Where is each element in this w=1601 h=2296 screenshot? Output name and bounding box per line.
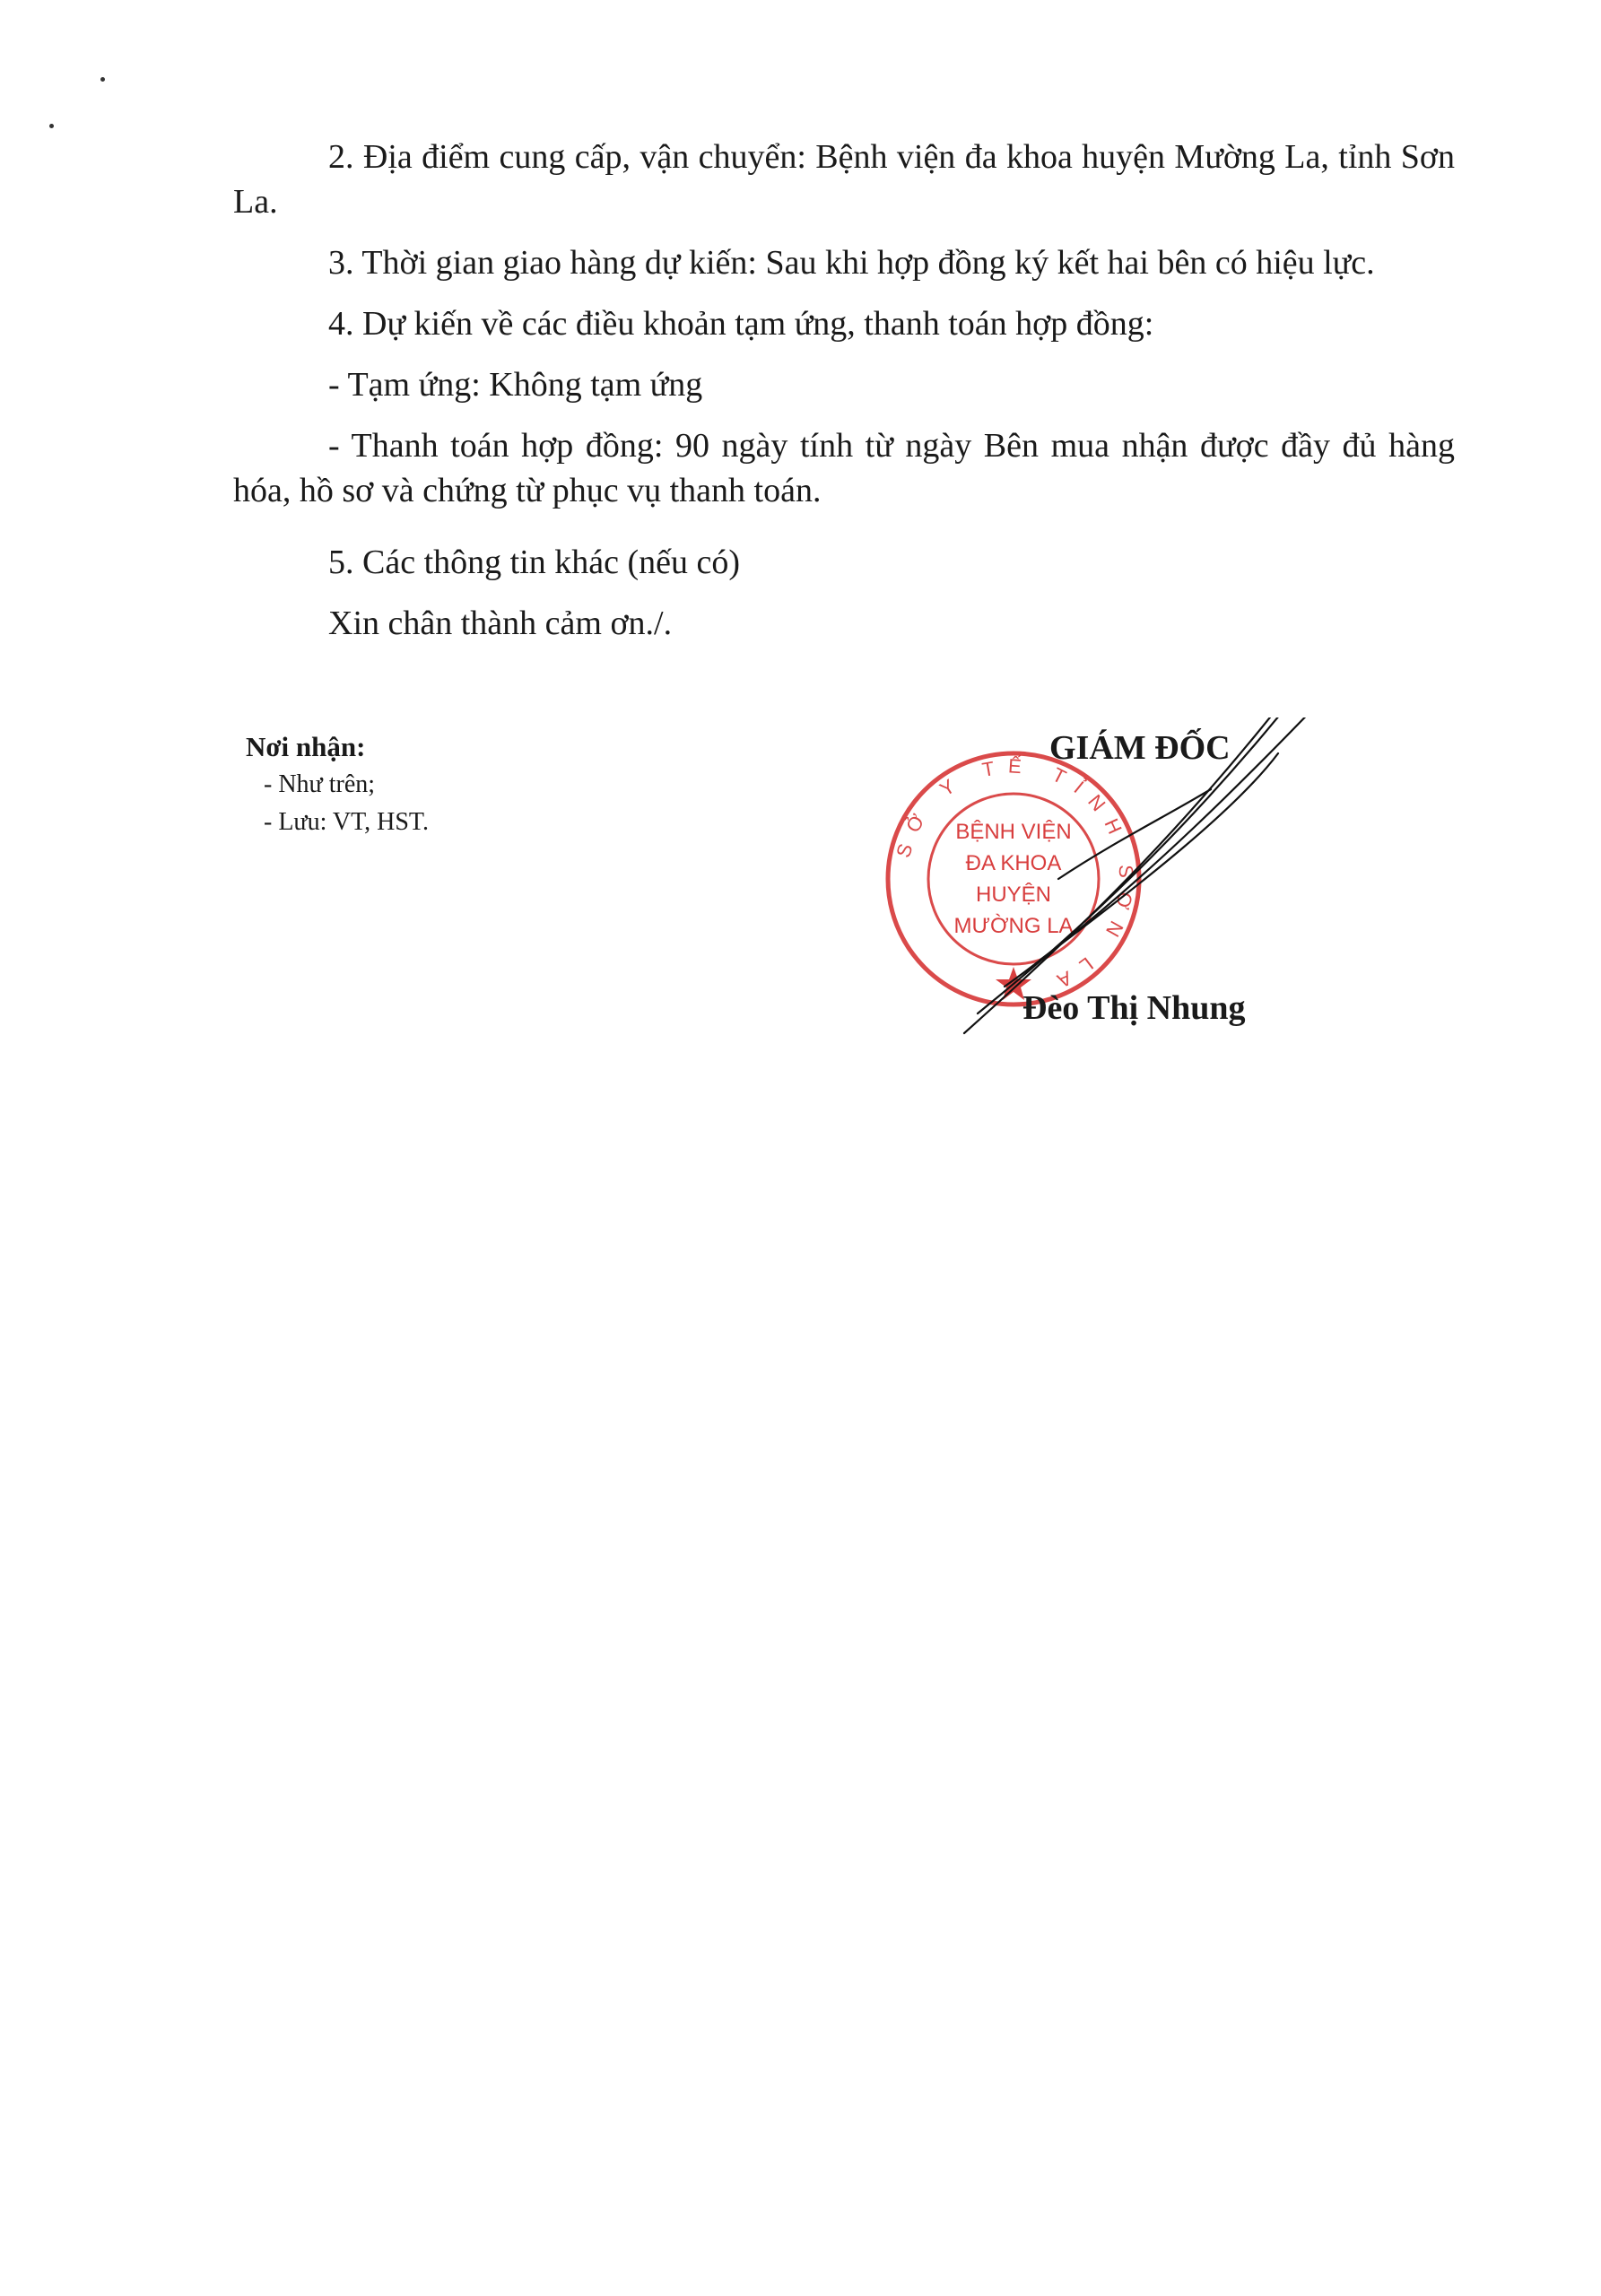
signer-title: GIÁM ĐỐC [1049,729,1231,767]
seal-line: ĐA KHOA [965,851,1062,875]
official-seal [879,744,1148,1013]
paragraph-contract-payment: - Thanh toán hợp đồng: 90 ngày tính từ ngày Bên mua nhận được đầy đủ hàng hóa, hồ sơ và chứng từ phục vụ thanh toán. [233,427,1455,509]
signer-name: Đèo Thị Nhung [1022,989,1246,1027]
paragraph-delivery-location: 2. Địa điểm cung cấp, vận chuyển: Bệnh viện đa khoa huyện Mường La, tỉnh Sơn La. [233,138,1455,221]
document-body [233,135,1455,646]
paragraph-advance: - Tạm ứng: Không tạm ứng [328,366,703,404]
paragraph-delivery-time: 3. Thời gian giao hàng dự kiến: Sau khi hợp đồng ký kết hai bên có hiệu lực. [328,244,1375,282]
receiver-item: - Lưu: VT, HST. [264,808,429,836]
signature-block [879,718,1327,1058]
seal-line: BỆNH VIỆN [955,820,1072,844]
seal-line: MƯỜNG LA [953,914,1074,938]
receivers-title: Nơi nhận: [246,731,366,762]
receivers-block [246,728,694,841]
closing-line: Xin chân thành cảm ơn./. [328,604,673,642]
seal-outer-text: SỞ Y TẾ TỈNH SƠN LA [892,754,1138,998]
paragraph-other-info: 5. Các thông tin khác (nếu có) [328,544,741,581]
scan-speck [49,124,54,128]
paragraph-payment-terms: 4. Dự kiến về các điều khoản tạm ứng, thanh toán hợp đồng: [328,305,1154,343]
seal-line: HUYỆN [975,883,1052,907]
scan-speck [100,77,105,82]
receiver-item: - Như trên; [264,770,376,798]
